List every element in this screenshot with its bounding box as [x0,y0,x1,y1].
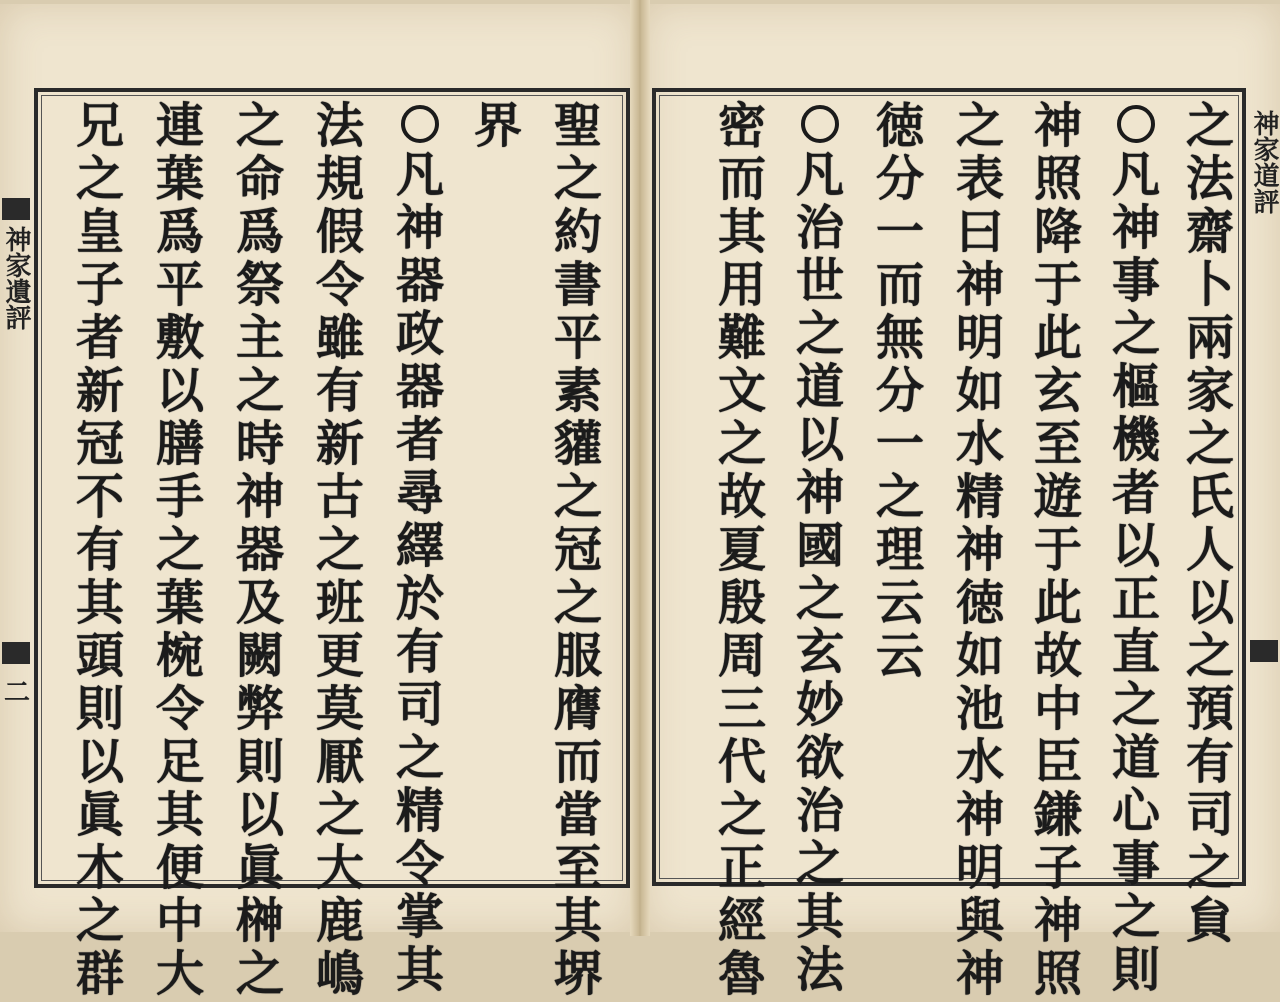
kanji-char: 爲 [235,204,284,260]
kanji-char: 榊 [235,893,284,949]
kanji-char: 與 [955,893,1004,949]
kanji-char: 之 [155,522,204,578]
kanji-char: 明 [955,840,1004,896]
kanji-char: 貛 [553,416,602,472]
kanji-char: 之 [75,151,124,207]
kanji-char: 直 [1111,624,1160,680]
kanji-char: 器 [395,359,444,415]
kanji-char: 家 [1185,363,1234,419]
kanji-char: 周 [717,628,766,684]
kanji-char: 則 [75,681,124,737]
kanji-char: 祭 [235,257,284,313]
kanji-char: 假 [315,204,364,260]
kanji-char: 遊 [1033,469,1082,525]
kanji-char: 界 [473,98,522,154]
kanji-char: 其 [395,942,444,998]
kanji-char: 三 [717,681,766,737]
kanji-char: 平 [553,310,602,366]
kanji-char: 鎌 [1033,787,1082,843]
kanji-char: 事 [1111,836,1160,892]
kanji-char: 尋 [395,465,444,521]
kanji-char: 及 [235,575,284,631]
kanji-char: 以 [155,363,204,419]
kanji-char: 于 [1033,257,1082,313]
kanji-char: 魯 [717,946,766,1002]
kanji-char: 神 [1111,200,1160,256]
kanji-char: 之 [75,893,124,949]
left-edge-label [2,226,30,330]
kanji-char: 弊 [235,681,284,737]
kanji-char: 而 [875,257,924,313]
kanji-char: 理 [875,522,924,578]
kanji-char: 無 [875,310,924,366]
kanji-char: 一 [875,204,924,260]
right-edge-label-text: 神家道評 [1249,110,1279,214]
kanji-char: 約 [553,204,602,260]
section-circle-mark [801,105,839,143]
edge-tab-top-left [2,198,30,220]
kanji-char: 之 [553,151,602,207]
kanji-char: 水 [955,734,1004,790]
kanji-char: 足 [155,734,204,790]
left-col-2 [468,100,528,153]
kanji-char: 連 [155,98,204,154]
kanji-char: 精 [955,469,1004,525]
kanji-char: 聖 [553,98,602,154]
kanji-char: 殷 [717,575,766,631]
kanji-char: 其 [553,893,602,949]
kanji-char: 之 [235,363,284,419]
kanji-char: 時 [235,416,284,472]
kanji-char: 鹿 [315,893,364,949]
kanji-char: 中 [1033,681,1082,737]
page-number: 二 [4,678,31,708]
kanji-char: 便 [155,840,204,896]
kanji-char: 云 [875,628,924,684]
kanji-char: 當 [553,787,602,843]
kanji-char: 神 [955,946,1004,1002]
right-col-4 [950,100,1010,1001]
kanji-char: 之 [1185,98,1234,154]
kanji-char: 云 [875,575,924,631]
kanji-char: 令 [155,681,204,737]
kanji-char: 代 [717,734,766,790]
section-circle-mark [401,105,439,143]
kanji-char: 照 [1033,946,1082,1002]
kanji-char: 治 [795,200,844,256]
kanji-char: 分 [875,363,924,419]
kanji-char: 有 [75,522,124,578]
kanji-char: 皇 [75,204,124,260]
kanji-char: 眞 [235,840,284,896]
right-col-5 [870,100,930,683]
kanji-char: 欲 [795,730,844,786]
kanji-char: 于 [1033,522,1082,578]
kanji-char: 凡 [795,147,844,203]
kanji-char: 之 [235,98,284,154]
kanji-char: 於 [395,571,444,627]
kanji-char: 雖 [315,310,364,366]
kanji-char: 神 [955,787,1004,843]
kanji-char: 故 [717,469,766,525]
kanji-char: 神 [795,465,844,521]
kanji-char: 明 [955,310,1004,366]
kanji-char: 群 [75,946,124,1002]
kanji-char: 玄 [795,624,844,680]
kanji-char: 葉 [155,151,204,207]
kanji-char: 大 [155,946,204,1002]
left-edge-label-text: 神家遺評 [1,226,31,330]
kanji-char: 神 [1033,98,1082,154]
kanji-char: 有 [1185,734,1234,790]
kanji-char: 之 [1185,628,1234,684]
kanji-char: 之 [1185,416,1234,472]
kanji-char: 樞 [1111,359,1160,415]
kanji-char: 正 [717,840,766,896]
kanji-char: 玄 [1033,363,1082,419]
left-col-1 [548,100,608,1001]
kanji-char: 人 [1185,522,1234,578]
right-edge-label [1250,110,1278,214]
kanji-char: 大 [315,840,364,896]
kanji-char: 不 [75,469,124,525]
kanji-char: 神 [955,257,1004,313]
kanji-char: 水 [955,416,1004,472]
kanji-char: 之 [1111,677,1160,733]
kanji-char: 如 [955,628,1004,684]
kanji-char: 其 [717,204,766,260]
kanji-char: 之 [315,787,364,843]
kanji-char: 正 [1111,571,1160,627]
kanji-char: 子 [75,257,124,313]
kanji-char: 器 [235,522,284,578]
book-gutter [630,0,650,936]
kanji-char: 卜 [1185,257,1234,313]
kanji-char: 經 [717,893,766,949]
kanji-char: 規 [315,151,364,207]
kanji-char: 文 [717,363,766,419]
kanji-char: 繹 [395,518,444,574]
kanji-char: 之 [315,522,364,578]
kanji-char: 令 [315,257,364,313]
kanji-char: 之 [553,469,602,525]
kanji-char: 新 [315,416,364,472]
kanji-char: 貟 [1185,893,1234,949]
kanji-char: 密 [717,98,766,154]
kanji-char: 照 [1033,151,1082,207]
kanji-char: 臣 [1033,734,1082,790]
right-col-1 [1180,100,1240,948]
kanji-char: 此 [1033,575,1082,631]
left-col-6 [150,100,210,1001]
kanji-char: 徳 [875,98,924,154]
kanji-char: 之 [955,98,1004,154]
kanji-char: 其 [795,889,844,945]
kanji-char: 者 [395,412,444,468]
kanji-char: 敷 [155,310,204,366]
left-col-5 [230,100,290,1001]
kanji-char: 令 [395,836,444,892]
edge-tab-bottom-left [2,642,30,664]
kanji-char: 法 [1185,151,1234,207]
kanji-char: 眞 [75,787,124,843]
kanji-char: 用 [717,257,766,313]
kanji-char: 兩 [1185,310,1234,366]
kanji-char: 神 [955,522,1004,578]
kanji-char: 冠 [75,416,124,472]
kanji-char: 神 [1033,893,1082,949]
kanji-char: 掌 [395,889,444,945]
kanji-char: 爲 [155,204,204,260]
kanji-char: 莫 [315,681,364,737]
kanji-char: 法 [795,942,844,998]
kanji-char: 者 [1111,465,1160,521]
kanji-char: 治 [795,783,844,839]
kanji-char: 司 [395,677,444,733]
kanji-char: 命 [235,151,284,207]
kanji-char: 以 [795,412,844,468]
kanji-char: 妙 [795,677,844,733]
kanji-char: 神 [235,469,284,525]
kanji-char: 分 [875,151,924,207]
kanji-char: 以 [75,734,124,790]
kanji-char: 以 [1111,518,1160,574]
kanji-char: 之 [1111,306,1160,362]
kanji-char: 中 [155,893,204,949]
kanji-char: 嶋 [315,946,364,1002]
kanji-char: 而 [717,151,766,207]
kanji-char: 池 [955,681,1004,737]
kanji-char: 氏 [1185,469,1234,525]
kanji-char: 之 [875,469,924,525]
kanji-char: 難 [717,310,766,366]
kanji-char: 之 [1185,840,1234,896]
kanji-char: 之 [235,946,284,1002]
kanji-char: 其 [155,787,204,843]
right-col-7 [712,100,772,1001]
left-col-3 [390,100,450,997]
kanji-char: 服 [553,628,602,684]
kanji-char: 之 [795,836,844,892]
kanji-char: 精 [395,783,444,839]
kanji-char: 政 [395,306,444,362]
kanji-char: 之 [795,571,844,627]
kanji-char: 更 [315,628,364,684]
left-col-4 [310,100,370,1001]
kanji-char: 新 [75,363,124,419]
right-col-2 [1106,100,1166,997]
kanji-char: 子 [1033,840,1082,896]
kanji-char: 班 [315,575,364,631]
kanji-char: 手 [155,469,204,525]
kanji-char: 心 [1111,783,1160,839]
kanji-char: 平 [155,257,204,313]
kanji-char: 素 [553,363,602,419]
kanji-char: 頭 [75,628,124,684]
kanji-char: 故 [1033,628,1082,684]
kanji-char: 有 [315,363,364,419]
kanji-char: 有 [395,624,444,680]
kanji-char: 膺 [553,681,602,737]
edge-tab-bottom-right [1250,640,1278,662]
kanji-char: 事 [1111,253,1160,309]
kanji-char: 以 [1185,575,1234,631]
kanji-char: 之 [395,730,444,786]
kanji-char: 凡 [395,147,444,203]
kanji-char: 夏 [717,522,766,578]
kanji-char: 之 [1111,889,1160,945]
kanji-char: 道 [1111,730,1160,786]
kanji-char: 以 [235,787,284,843]
kanji-char: 木 [75,840,124,896]
kanji-char: 則 [1111,942,1160,998]
kanji-char: 之 [795,306,844,362]
kanji-char: 葉 [155,575,204,631]
kanji-char: 降 [1033,204,1082,260]
right-col-6 [790,100,850,997]
kanji-char: 法 [315,98,364,154]
kanji-char: 世 [795,253,844,309]
kanji-char: 則 [235,734,284,790]
kanji-char: 厭 [315,734,364,790]
kanji-char: 表 [955,151,1004,207]
kanji-char: 之 [553,575,602,631]
kanji-char: 而 [553,734,602,790]
kanji-char: 機 [1111,412,1160,468]
kanji-char: 者 [75,310,124,366]
right-col-3 [1028,100,1088,1001]
kanji-char: 至 [1033,416,1082,472]
section-circle-mark [1117,105,1155,143]
kanji-char: 書 [553,257,602,313]
kanji-char: 預 [1185,681,1234,737]
kanji-char: 古 [315,469,364,525]
kanji-char: 徳 [955,575,1004,631]
kanji-char: 凡 [1111,147,1160,203]
kanji-char: 此 [1033,310,1082,366]
kanji-char: 之 [717,416,766,472]
kanji-char: 至 [553,840,602,896]
kanji-char: 器 [395,253,444,309]
kanji-char: 之 [717,787,766,843]
kanji-char: 主 [235,310,284,366]
kanji-char: 司 [1185,787,1234,843]
kanji-char: 齋 [1185,204,1234,260]
kanji-char: 國 [795,518,844,574]
kanji-char: 如 [955,363,1004,419]
kanji-char: 闕 [235,628,284,684]
kanji-char: 道 [795,359,844,415]
kanji-char: 冠 [553,522,602,578]
kanji-char: 一 [875,416,924,472]
kanji-char: 膳 [155,416,204,472]
kanji-char: 堺 [553,946,602,1002]
left-col-7 [70,100,130,1001]
kanji-char: 兄 [75,98,124,154]
kanji-char: 神 [395,200,444,256]
kanji-char: 曰 [955,204,1004,260]
kanji-char: 其 [75,575,124,631]
kanji-char: 椀 [155,628,204,684]
